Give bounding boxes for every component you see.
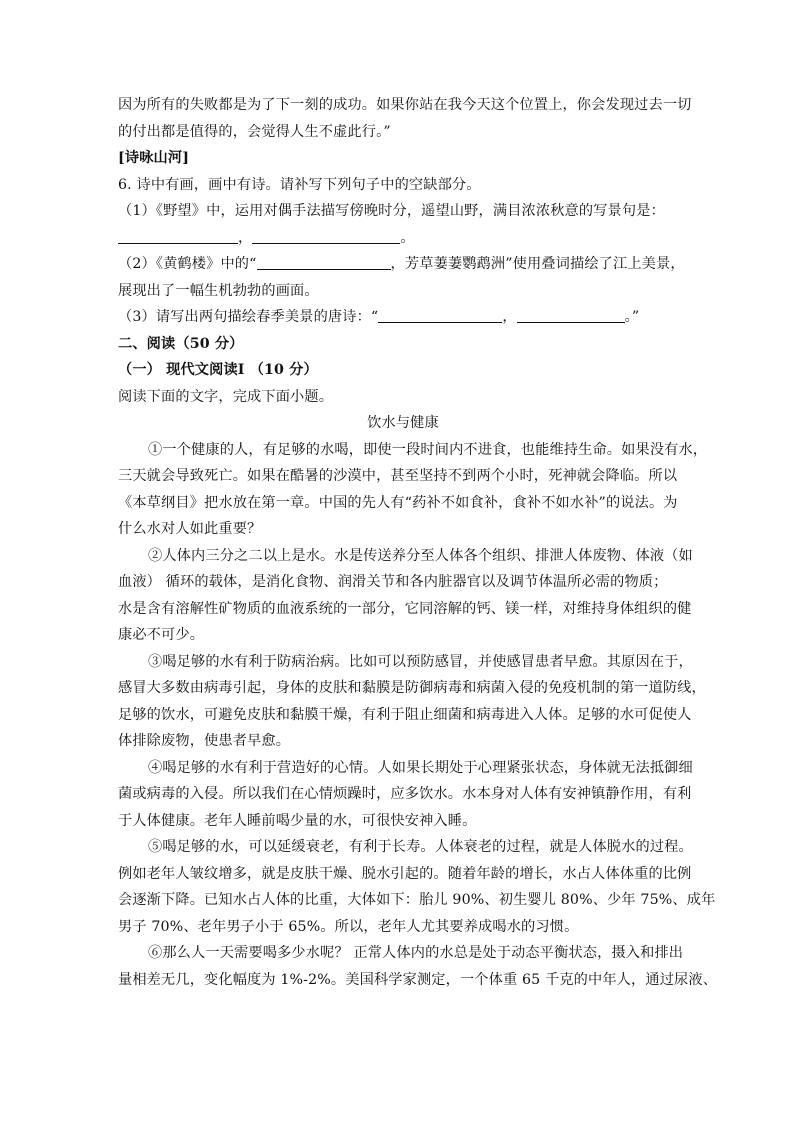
question-6-1: （1）《野望》中，运用对偶手法描写傍晚时分，遥望山野，满目浓浓秋意的写景句是： bbox=[118, 203, 665, 219]
paragraph-line: 什么水对人如此重要？ bbox=[118, 521, 262, 537]
question-6-3-prefix: （3）请写出两句描绘春季美景的唐诗：“ bbox=[118, 309, 379, 325]
paragraph-line: ⑥那么人一天需要喝多少水呢？ 正常人体内的水总是处于动态平衡状态，摄入和排出 bbox=[148, 945, 684, 961]
paragraph-line: 量相差无几，变化幅度为 1%-2%。美国科学家测定，一个体重 65 千克的中年人，通过尿液、 bbox=[118, 971, 718, 988]
question-6-1-answer-line bbox=[118, 225, 688, 252]
paragraph-line: 菌或病毒的入侵。所以我们在心情烦躁时，应多饮水。水本身对人体有安神镇静作用，有利 bbox=[118, 786, 692, 802]
text-line: 因为所有的失败都是为了下一刻的成功。如果你站在我今天这个位置上，你会发现过去一切 bbox=[118, 97, 692, 113]
article-title: 饮水与健康 bbox=[367, 415, 439, 431]
document-page bbox=[118, 92, 718, 993]
answer-blank[interactable] bbox=[118, 226, 238, 244]
paragraph-line: 《本草纲目》把水放在第一章。中国的先人有“药补不如食补，食补不如水补”的说法。为 bbox=[118, 494, 678, 511]
paragraph-line: ③喝足够的水有利于防病治病。比如可以预防感冒，并使感冒患者早愈。其原因在于， bbox=[148, 653, 693, 670]
answer-blank[interactable] bbox=[252, 226, 400, 244]
subsection-heading: （一） 现代文阅读Ⅰ （10 分） bbox=[118, 362, 318, 378]
paragraph-line: ②人体内三分之二以上是水。水是传送养分至人体各个组织、排泄人体废物、体液（如 bbox=[148, 547, 693, 564]
paragraph-line: 例如老年人皱纹增多，就是皮肤干燥、脱水引起的。随着年龄的增长，水占人体体重的比例 bbox=[118, 865, 692, 882]
section-heading-poetry: [诗咏山河] bbox=[118, 150, 190, 166]
closing-quote: 。” bbox=[624, 309, 640, 325]
question-6-2-continuation: 展现出了一幅生机勃勃的画面。 bbox=[118, 282, 319, 299]
paragraph-line: 于人体健康。老年人睡前喝少量的水，可很快安神入睡。 bbox=[118, 812, 477, 829]
paragraph-line: ⑤喝足够的水，可以延缓衰老，有利于长寿。人体衰老的过程，就是人体脱水的过程。 bbox=[148, 839, 693, 855]
paragraph-line: ①一个健康的人，有足够的水喝，即使一段时间内不进食，也能维持生命。如果没有水， bbox=[148, 441, 708, 458]
paragraph-line: 足够的饮水，可避免皮肤和黏膜干燥，有利于阻止细菌和病毒进入人体。足够的水可促使人 bbox=[118, 706, 692, 723]
question-6-3 bbox=[118, 304, 688, 331]
question-6-2-prefix: （2）《黄鹤楼》中的“ bbox=[118, 256, 257, 272]
paragraph-line: 男子 70%、老年男子小于 65%。所以，老年人尤其要养成喝水的习惯。 bbox=[118, 918, 579, 935]
text-line: 的付出都是值得的，会觉得人生不虚此行。” bbox=[118, 123, 391, 140]
paragraph-line: ④喝足够的水有利于营造好的心情。人如果长期处于心理紧张状态，身体就无法抵御细 bbox=[148, 759, 693, 776]
question-6-2-suffix: ，芳草萋萋鹦鹉洲”使用叠词描绘了江上美景， bbox=[390, 256, 685, 272]
answer-blank[interactable] bbox=[378, 305, 502, 323]
comma: ， bbox=[502, 309, 517, 325]
answer-blank[interactable] bbox=[257, 252, 391, 270]
paragraph-line: 感冒大多数由病毒引起，身体的皮肤和黏膜是防御病毒和病菌入侵的免疫机制的第一道防线， bbox=[118, 680, 706, 696]
paragraph-line: 血液） 循环的载体，是消化食物、润滑关节和各内脏器官以及调节体温所必需的物质； bbox=[118, 574, 668, 590]
period: 。 bbox=[400, 229, 415, 246]
section-heading-reading: 二、阅读（50 分） bbox=[118, 335, 244, 352]
question-6-2 bbox=[118, 251, 688, 278]
paragraph-line: 三天就会导致死亡。如果在酷暑的沙漠中，甚至坚持不到两个小时，死神就会降临。所以 bbox=[118, 468, 678, 484]
answer-blank[interactable] bbox=[517, 305, 625, 323]
paragraph-line: 康必不可少。 bbox=[118, 627, 205, 643]
paragraph-line: 体排除废物，使患者早愈。 bbox=[118, 733, 291, 749]
paragraph-line: 水是含有溶解性矿物质的血液系统的一部分，它同溶解的钙、镁一样，对维持身体组织的健 bbox=[118, 600, 692, 617]
question-6: 6. 诗中有画，画中有诗。请补写下列句子中的空缺部分。 bbox=[118, 176, 481, 193]
comma: ， bbox=[238, 229, 253, 246]
reading-instruction: 阅读下面的文字，完成下面小题。 bbox=[118, 388, 334, 405]
paragraph-line: 会逐渐下降。已知水占人体的比重，大体如下：胎儿 90%、初生婴儿 80%、少年 75%、成年 bbox=[118, 892, 716, 908]
